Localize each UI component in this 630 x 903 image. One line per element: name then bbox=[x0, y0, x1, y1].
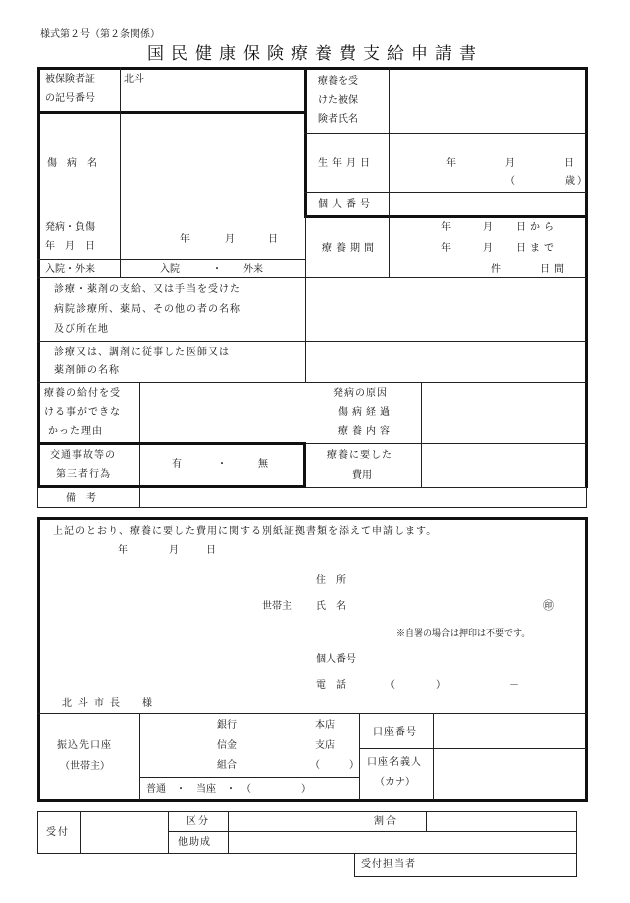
insured-id-value[interactable]: 北斗 bbox=[124, 74, 144, 85]
cost-field[interactable] bbox=[426, 448, 581, 483]
account-number-field[interactable] bbox=[438, 718, 581, 745]
patient-name-label-3: 険者氏名 bbox=[318, 114, 358, 125]
doctor-field[interactable] bbox=[310, 345, 580, 378]
cause-label-2: 傷病経過 bbox=[338, 407, 394, 418]
birth-year[interactable]: 年 bbox=[446, 158, 456, 169]
third-party-yes[interactable]: 有 bbox=[172, 459, 182, 470]
account-holder-label: 口座名義人 bbox=[367, 757, 422, 768]
patient-name-label: 療養を受 bbox=[318, 76, 358, 87]
doctor-label-2: 薬剤師の名称 bbox=[54, 365, 120, 376]
remarks-field[interactable] bbox=[144, 491, 581, 504]
page-title: 国民健康保険療養費支給申請書 bbox=[147, 44, 483, 64]
cause-label-3: 療養内容 bbox=[338, 426, 394, 437]
onset-day[interactable]: 日 bbox=[268, 234, 278, 245]
period-from-month[interactable]: 月 bbox=[483, 222, 493, 233]
clinic-label-2: 病院診療所、薬局、その他の者の名称 bbox=[54, 304, 241, 315]
clinic-field[interactable] bbox=[310, 282, 580, 338]
patient-name-label-2: けた被保 bbox=[318, 95, 358, 106]
bank-label-2: （世帯主） bbox=[60, 761, 110, 772]
reason-label-2: ける事ができな bbox=[44, 407, 121, 418]
third-party-label: 交通事故等の bbox=[50, 450, 116, 461]
personal-number-field[interactable] bbox=[394, 197, 579, 211]
birth-label: 生年月日 bbox=[318, 158, 374, 169]
birth-month[interactable]: 月 bbox=[505, 158, 515, 169]
phone-dash: － bbox=[509, 680, 519, 691]
branch-main[interactable]: 本店 bbox=[315, 720, 335, 731]
onset-year[interactable]: 年 bbox=[180, 234, 190, 245]
phone-label: 電 話 bbox=[316, 680, 346, 691]
third-party-sep: ・ bbox=[217, 459, 227, 470]
disease-label: 傷 病 名 bbox=[47, 158, 97, 169]
seal-note: ※自署の場合は押印は不要です。 bbox=[396, 629, 531, 639]
bank-type-bank[interactable]: 銀行 bbox=[217, 720, 237, 731]
period-to-month[interactable]: 月 bbox=[483, 243, 493, 254]
applicant-name-label: 氏 名 bbox=[316, 601, 346, 612]
reason-field[interactable] bbox=[144, 386, 301, 438]
period-days[interactable]: 日間 bbox=[540, 264, 568, 275]
admission-sep: ・ bbox=[212, 264, 222, 275]
staff-label: 受付担当者 bbox=[361, 859, 416, 870]
birth-day[interactable]: 日 bbox=[564, 158, 574, 169]
declaration-month[interactable]: 月 bbox=[169, 545, 179, 556]
cause-field[interactable] bbox=[426, 386, 581, 438]
onset-label: 発病・負傷 bbox=[45, 222, 95, 233]
clinic-label: 診療・薬剤の支給、又は手当を受けた bbox=[54, 284, 241, 295]
phone-field[interactable] bbox=[398, 678, 434, 692]
form-number: 様式第２号（第２条関係） bbox=[40, 29, 160, 40]
patient-name-field[interactable] bbox=[394, 75, 579, 130]
reason-label-3: かった理由 bbox=[48, 426, 103, 437]
clinic-label-3: 及び所在地 bbox=[54, 324, 109, 335]
insured-id-label: 被保険者証 bbox=[45, 74, 95, 85]
address-label: 住 所 bbox=[316, 575, 346, 586]
period-count[interactable]: 件 bbox=[491, 264, 501, 275]
category-label: 区分 bbox=[186, 816, 210, 827]
doctor-label: 診療又は、調剤に従事した医師又は bbox=[54, 347, 230, 358]
onset-label-2: 年 月 日 bbox=[45, 241, 95, 252]
reason-label: 療養の給付を受 bbox=[44, 388, 121, 399]
account-holder-label-2: （カナ） bbox=[375, 777, 415, 788]
cost-label-2: 費用 bbox=[352, 470, 372, 481]
account-number-label: 口座番号 bbox=[373, 727, 417, 738]
bank-label: 振込先口座 bbox=[57, 740, 112, 751]
bank-type-shinkin[interactable]: 信金 bbox=[217, 740, 237, 751]
admission-inpatient[interactable]: 入院 bbox=[160, 264, 180, 275]
addressee: 北斗市長 様 bbox=[62, 698, 158, 709]
period-to-year[interactable]: 年 bbox=[441, 243, 451, 254]
bank-type-kumiai[interactable]: 組合 bbox=[217, 760, 237, 771]
cost-label: 療養に要した bbox=[327, 450, 393, 461]
insured-id-label-2: の記号番号 bbox=[45, 93, 95, 104]
admission-label: 入院・外来 bbox=[45, 264, 95, 275]
phone-open: （ bbox=[385, 680, 395, 691]
third-party-label-2: 第三者行為 bbox=[56, 469, 111, 480]
other-aid-label: 他助成 bbox=[178, 837, 211, 848]
branch-sub[interactable]: 支店 bbox=[315, 740, 335, 751]
branch-other[interactable]: （ ） bbox=[310, 760, 362, 771]
declaration-text: 上記のとおり、療養に要した費用に関する別紙証拠書類を添えて申請します。 bbox=[53, 526, 438, 537]
cause-label: 発病の原因 bbox=[333, 388, 388, 399]
applicant-personal-number-label: 個人番号 bbox=[316, 654, 356, 665]
period-from-year[interactable]: 年 bbox=[441, 222, 451, 233]
account-type[interactable]: 普通 ・ 当座 ・ （ ） bbox=[146, 784, 311, 795]
phone-close: ） bbox=[436, 680, 446, 691]
period-from-day[interactable]: 日から bbox=[516, 222, 558, 233]
personal-number-label: 個人番号 bbox=[318, 199, 374, 210]
received-label: 受付 bbox=[46, 827, 70, 838]
admission-outpatient[interactable]: 外来 bbox=[243, 264, 263, 275]
period-to-day[interactable]: 日まで bbox=[516, 243, 558, 254]
ratio-label: 割合 bbox=[374, 816, 398, 827]
third-party-no[interactable]: 無 bbox=[258, 459, 268, 470]
onset-month[interactable]: 月 bbox=[225, 234, 235, 245]
remarks-label: 備 考 bbox=[66, 493, 96, 504]
declaration-year[interactable]: 年 bbox=[118, 545, 128, 556]
seal-mark: ㊞ bbox=[543, 599, 554, 612]
account-holder-field[interactable] bbox=[438, 752, 581, 794]
period-label: 療養期間 bbox=[322, 243, 378, 254]
age-field[interactable]: （ 歳） bbox=[505, 176, 589, 187]
declaration-day[interactable]: 日 bbox=[206, 545, 216, 556]
householder-label: 世帯主 bbox=[262, 601, 292, 612]
disease-field[interactable] bbox=[124, 118, 299, 210]
